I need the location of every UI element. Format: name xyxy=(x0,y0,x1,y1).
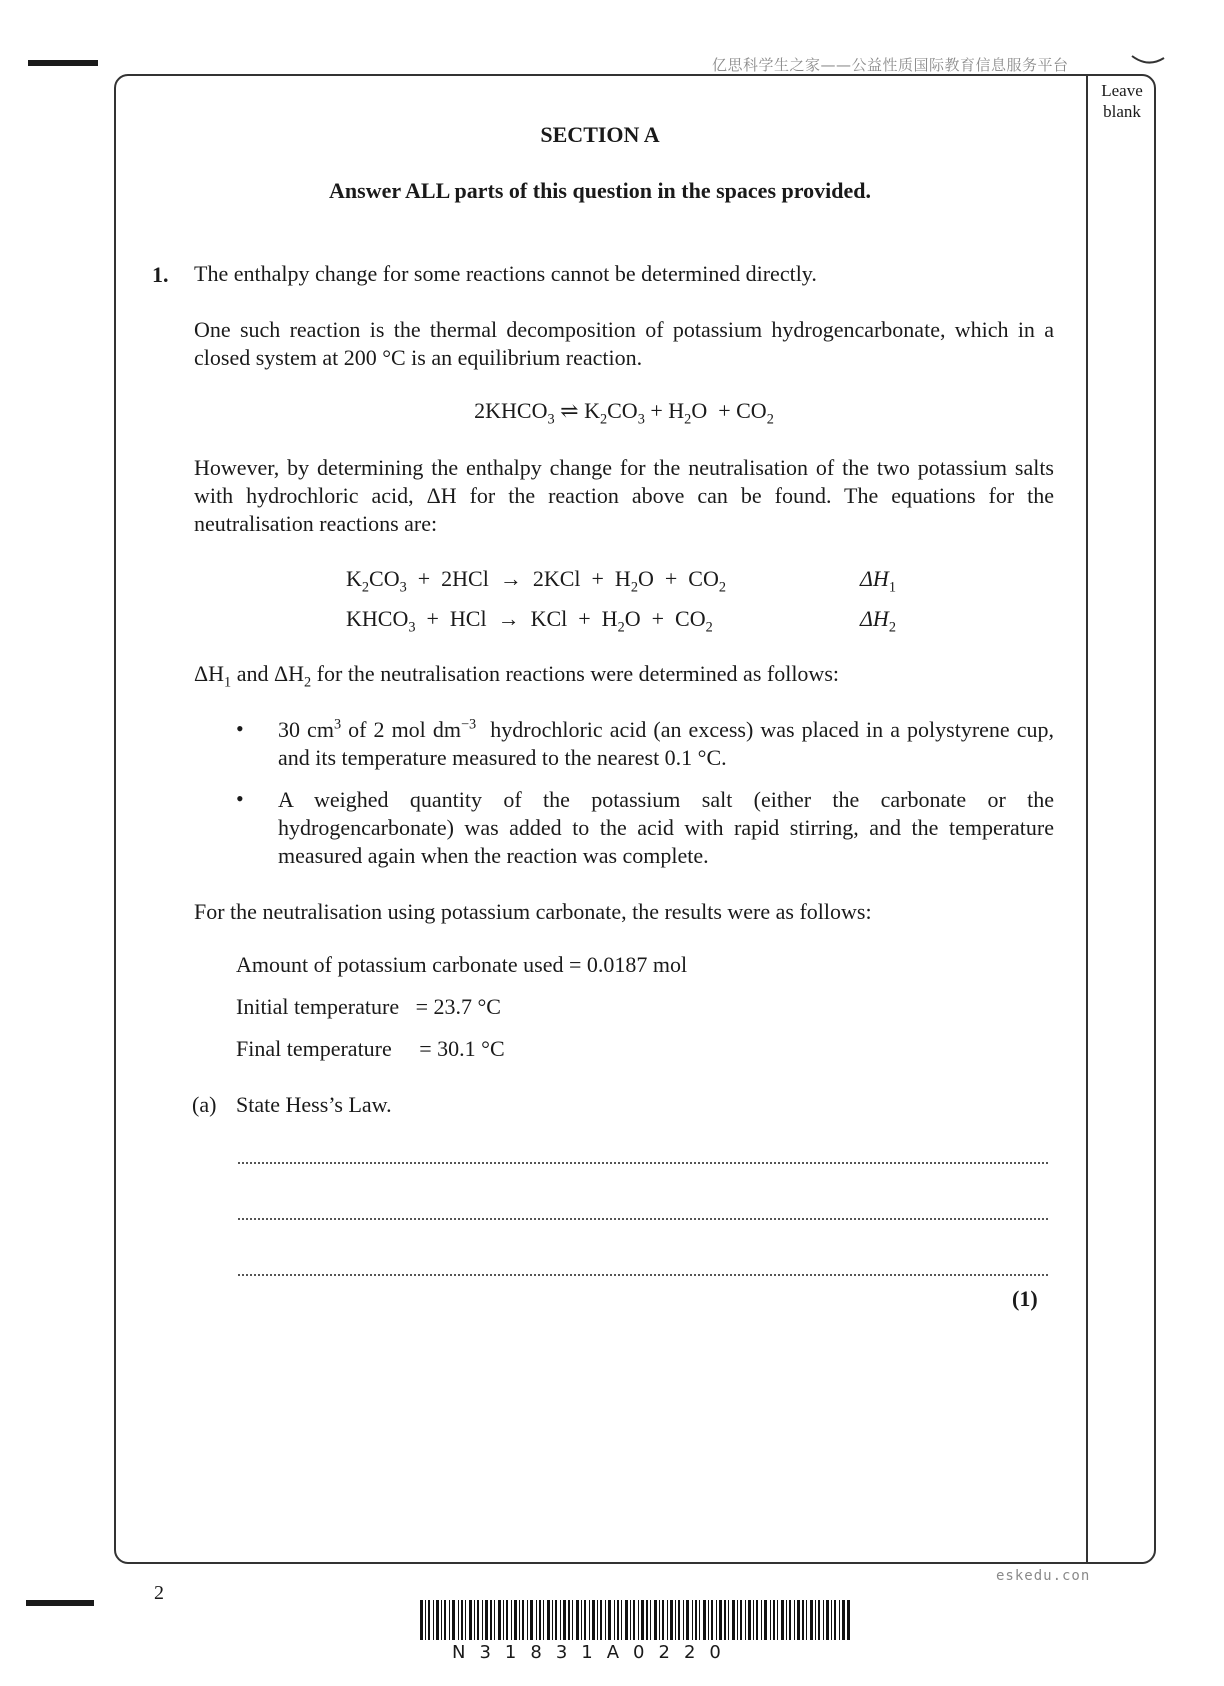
question-number: 1. xyxy=(152,262,169,287)
delta-h2-label: $\Delta H_2$ xyxy=(860,606,896,636)
registration-mark-top xyxy=(28,60,98,66)
answer-line-3[interactable] xyxy=(238,1274,1048,1276)
registration-mark-bottom xyxy=(26,1600,94,1606)
page-number: 2 xyxy=(154,1582,164,1604)
leave-blank-divider xyxy=(1086,74,1088,1564)
section-instructions: Answer ALL parts of this question in the spaces provided. xyxy=(329,178,871,203)
barcode xyxy=(420,1600,850,1640)
neutralisation-equation-2: $KHCO_3$ + HCl → KCl + $H_2O + CO_2$ xyxy=(346,606,713,636)
question-para2: However, by determining the enthalpy change for the neutralisation of the two potassium salts with hydrochloric acid, ΔH for the reaction above can be found. The equations for the neutralisation reactions are: xyxy=(194,455,1054,536)
result-initial-temp: Initial temperature = 23.7 °C xyxy=(236,994,501,1019)
part-a-label: (a) xyxy=(192,1092,217,1117)
question-intro: The enthalpy change for some reactions cannot be determined directly. xyxy=(194,261,817,286)
corner-curve-icon xyxy=(1130,54,1166,68)
bullet-1-dot: • xyxy=(236,716,244,741)
part-a-marks: (1) xyxy=(1012,1286,1038,1311)
barcode-text: N31831A0220 xyxy=(452,1642,735,1663)
equilibrium-equation: $2KHCO_3$ ⇌ $K_2CO_3 + H_2O + CO_2$ xyxy=(474,398,774,428)
leave-blank-label: Leave blank xyxy=(1101,81,1143,121)
watermark-bottom: eskedu.con xyxy=(996,1568,1091,1584)
bullet-2-dot: • xyxy=(236,786,244,811)
method-intro: $\Delta H_1$ and $\Delta H_2$ for the neutralisation reactions were determined as follows: xyxy=(194,661,839,691)
watermark-top: 亿思科学生之家——公益性质国际教育信息服务平台 xyxy=(712,56,1069,74)
delta-h1-label: $\Delta H_1$ xyxy=(860,566,896,596)
answer-line-2[interactable] xyxy=(238,1218,1048,1220)
answer-line-1[interactable] xyxy=(238,1162,1048,1164)
bullet-2-text: A weighed quantity of the potassium salt (either the carbonate or the hydrogencarbonate) was added to the acid with rapid stirring, and the temperature measured again when the reaction was complete. xyxy=(278,787,1054,868)
result-amount: Amount of potassium carbonate used = 0.0187 mol xyxy=(236,952,688,977)
question-para1: One such reaction is the thermal decomposition of potassium hydrogencarbonate, which in a closed system at 200 °C is an equilibrium reaction. xyxy=(194,317,1054,370)
results-intro: For the neutralisation using potassium carbonate, the results were as follows: xyxy=(194,899,872,924)
bullet-1-text: 30 $cm^3$ of 2 mol $dm^{-3}$ hydrochloric acid (an excess) was placed in a polystyrene cup, and its temperature measured to the nearest 0.1 °C. xyxy=(278,716,1060,770)
neutralisation-equation-1: $K_2CO_3 + 2HCl \to 2KCl + H_2O + CO_2$ xyxy=(346,566,726,596)
section-title: SECTION A xyxy=(540,122,660,147)
part-a-question: State Hess’s Law. xyxy=(236,1092,392,1117)
result-final-temp: Final temperature = 30.1 °C xyxy=(236,1036,505,1061)
